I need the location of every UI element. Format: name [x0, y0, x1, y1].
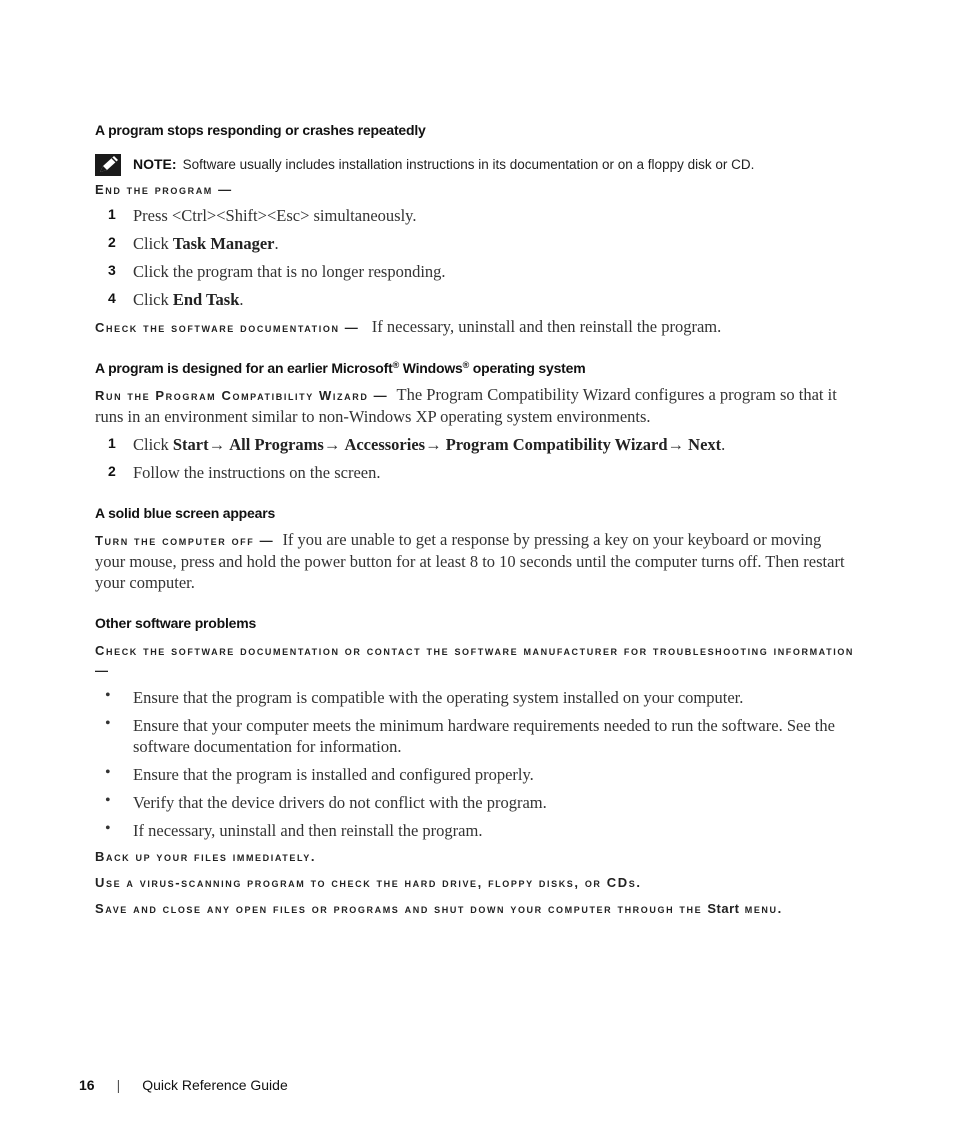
list-item	[95, 764, 855, 785]
step-text: Click	[133, 234, 173, 253]
list-item	[95, 792, 855, 813]
compatibility-wizard-label: Run the Program Compatibility Wizard —	[95, 388, 389, 403]
task-manager-ui-label: Task Manager	[172, 234, 275, 253]
wizard-steps	[95, 434, 855, 483]
check-documentation-text: If necessary, uninstall and then reinstall the program.	[371, 317, 722, 336]
bullet-icon: •	[105, 687, 111, 704]
arrow-icon: →	[425, 435, 442, 454]
heading-program-crashes: A program stops responding or crashes repeatedly	[95, 122, 426, 138]
accessories-ui-label: Accessories	[344, 435, 426, 454]
step-text: Follow the instructions on the screen.	[133, 463, 381, 482]
step-item	[95, 205, 855, 226]
bullet-icon: •	[105, 764, 111, 781]
list-item	[95, 820, 855, 841]
next-ui-label: Next	[688, 435, 722, 454]
heading-blue-screen: A solid blue screen appears	[95, 505, 276, 521]
arrow-icon: →	[667, 435, 685, 454]
save-close-label: Save and close any open files or programs and shut down your computer through the Start menu.	[95, 901, 783, 916]
turn-off-text: If you are unable to get a response by pressing a key on your keyboard or moving your mouse, press and hold the power button for at least 8 to 10 seconds until the computer turns off. Then restart your computer.	[95, 530, 845, 592]
end-program-label: End the program —	[95, 182, 233, 197]
turn-off-label: Turn the computer off —	[95, 533, 275, 548]
arrow-icon: →	[323, 435, 341, 454]
note-box	[95, 154, 855, 176]
step-text: Click Start→ All Programs→ Accessories→ Program Compatibility Wizard→ Next.	[133, 435, 726, 454]
step-number: 1	[108, 435, 116, 451]
step-item	[95, 462, 855, 483]
troubleshooting-bullets	[95, 687, 855, 841]
bullet-icon: •	[105, 792, 111, 809]
page-number: 16	[79, 1077, 95, 1093]
note-label: NOTE:	[133, 156, 177, 172]
backup-files-label: Back up your files immediately.	[95, 849, 317, 864]
virus-scan-label: Use a virus-scanning program to check the hard drive, floppy disks, or CDs.	[95, 875, 642, 890]
footer-title: Quick Reference Guide	[142, 1077, 288, 1093]
heading-earlier-windows: A program is designed for an earlier Microsoft® Windows® operating system	[95, 360, 586, 376]
compatibility-wizard-ui-label: Program Compatibility Wizard	[445, 435, 668, 454]
step-item: 2 Click Task Manager.	[95, 233, 855, 254]
check-documentation-paragraph	[95, 316, 855, 338]
step-text: Click	[133, 290, 173, 309]
arrow-icon: →	[208, 435, 226, 454]
list-item-text: Verify that the device drivers do not conflict with the program.	[133, 793, 547, 812]
check-documentation-label: Check the software documentation —	[95, 320, 360, 335]
start-ui-label: Start	[172, 435, 209, 454]
step-item: 4 Click End Task.	[95, 289, 855, 310]
step-item	[95, 261, 855, 282]
step-number: 1	[108, 206, 116, 222]
list-item-text: Ensure that the program is compatible with the operating system installed on your computer.	[133, 688, 744, 707]
note-text: Software usually includes installation instructions in its documentation or on a floppy disk or CD.	[182, 157, 755, 172]
compatibility-wizard-paragraph	[95, 384, 855, 427]
step-text: Press <Ctrl><Shift><Esc> simultaneously.	[133, 206, 417, 225]
end-task-ui-label: End Task	[172, 290, 240, 309]
compatibility-wizard-text: The Program Compatibility Wizard configures a program so that it runs in an environment similar to non-Windows XP operating system environments.	[95, 385, 837, 426]
bullet-icon: •	[105, 820, 111, 837]
all-programs-ui-label: All Programs	[229, 435, 324, 454]
bullet-icon: •	[105, 715, 111, 732]
turn-off-paragraph	[95, 529, 855, 593]
page-content	[95, 122, 855, 916]
step-text: Click the program that is no longer responding.	[133, 262, 446, 281]
list-item-text: Ensure that your computer meets the minimum hardware requirements needed to run the software. See the software documentation for information.	[133, 716, 835, 756]
step-number: 4	[108, 290, 116, 306]
pencil-note-icon	[95, 154, 121, 176]
page-footer	[79, 1077, 288, 1093]
step-number: 3	[108, 262, 116, 278]
list-item-text: Ensure that the program is installed and configured properly.	[133, 765, 534, 784]
step-number: 2	[108, 234, 116, 250]
list-item	[95, 715, 855, 757]
heading-other-problems: Other software problems	[95, 615, 257, 631]
step-item	[95, 434, 855, 455]
footer-separator: |	[116, 1077, 121, 1093]
end-program-steps	[95, 205, 855, 310]
contact-manufacturer-label: Check the software documentation or contact the software manufacturer for troubleshooting information —	[95, 643, 855, 678]
list-item	[95, 687, 855, 708]
list-item-text: If necessary, uninstall and then reinstall the program.	[133, 821, 483, 840]
step-number: 2	[108, 463, 116, 479]
start-menu-ui-label: Start	[707, 901, 740, 916]
